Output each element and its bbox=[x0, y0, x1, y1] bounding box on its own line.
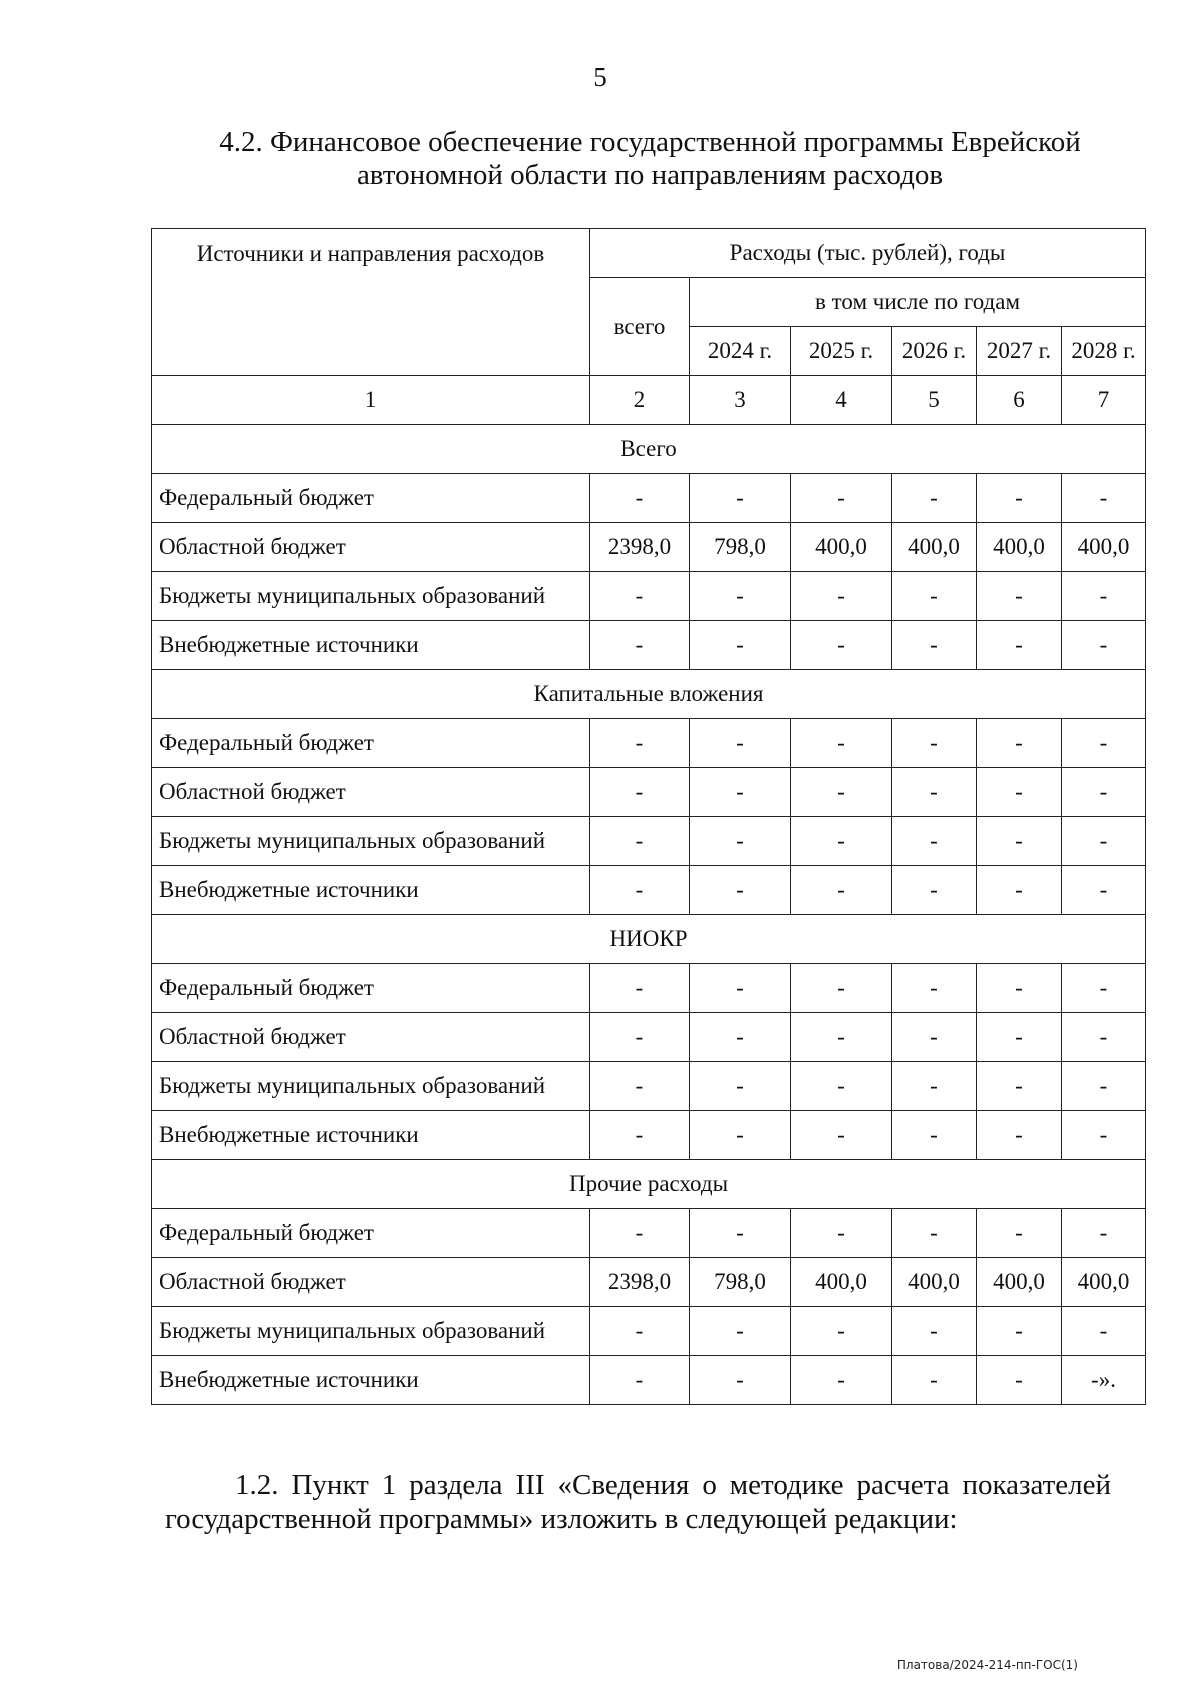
value-cell: - bbox=[690, 1209, 791, 1258]
value-cell: 2398,0 bbox=[590, 1258, 690, 1307]
value-cell: - bbox=[1062, 768, 1146, 817]
value-cell: - bbox=[690, 1062, 791, 1111]
value-cell: - bbox=[892, 1209, 977, 1258]
row-label: Бюджеты муниципальных образований bbox=[152, 572, 590, 621]
table-header bbox=[152, 229, 1146, 425]
value-cell: - bbox=[892, 768, 977, 817]
value-cell: - bbox=[690, 1013, 791, 1062]
value-cell: - bbox=[791, 768, 892, 817]
value-cell: - bbox=[690, 1307, 791, 1356]
value-cell: - bbox=[690, 1356, 791, 1405]
table-row bbox=[152, 1356, 1146, 1405]
row-label: Бюджеты муниципальных образований bbox=[152, 817, 590, 866]
row-label: Областной бюджет bbox=[152, 523, 590, 572]
value-cell: - bbox=[1062, 1307, 1146, 1356]
row-label: Внебюджетные источники bbox=[152, 1356, 590, 1405]
value-cell: - bbox=[590, 572, 690, 621]
value-cell: - bbox=[791, 474, 892, 523]
value-cell: - bbox=[977, 1111, 1062, 1160]
section-title-cell: Прочие расходы bbox=[152, 1160, 1146, 1209]
table-row bbox=[152, 719, 1146, 768]
row-label: Бюджеты муниципальных образований bbox=[152, 1307, 590, 1356]
value-cell: - bbox=[590, 474, 690, 523]
header-year-2024: 2024 г. bbox=[690, 327, 791, 376]
table-row bbox=[152, 572, 1146, 621]
value-cell: - bbox=[1062, 621, 1146, 670]
row-label: Областной бюджет bbox=[152, 768, 590, 817]
value-cell: - bbox=[1062, 817, 1146, 866]
column-number: 4 bbox=[791, 376, 892, 425]
column-number: 7 bbox=[1062, 376, 1146, 425]
value-cell: - bbox=[791, 1062, 892, 1111]
financing-table bbox=[151, 228, 1146, 1405]
section-row bbox=[152, 425, 1146, 474]
section-title-line-2: автономной области по направлениям расходов bbox=[356, 159, 944, 191]
amendment-paragraph: 1.2. Пункт 1 раздела III «Сведения о методике расчета показателей государственной программы» изложить в следующей редакции: bbox=[165, 1469, 1111, 1535]
value-cell: - bbox=[892, 474, 977, 523]
header-total: всего bbox=[590, 278, 690, 376]
value-cell: - bbox=[1062, 572, 1146, 621]
value-cell: - bbox=[977, 1209, 1062, 1258]
table-row bbox=[152, 523, 1146, 572]
value-cell: - bbox=[977, 474, 1062, 523]
table-row bbox=[152, 1209, 1146, 1258]
value-cell: - bbox=[590, 964, 690, 1013]
table-row bbox=[152, 964, 1146, 1013]
table-row bbox=[152, 621, 1146, 670]
value-cell: - bbox=[791, 719, 892, 768]
value-cell: - bbox=[590, 1013, 690, 1062]
value-cell: - bbox=[590, 817, 690, 866]
document-reference: Платова/2024-214-пп-ГОС(1) bbox=[896, 1658, 1078, 1672]
value-cell: - bbox=[977, 964, 1062, 1013]
header-year-2027: 2027 г. bbox=[977, 327, 1062, 376]
value-cell: - bbox=[1062, 1111, 1146, 1160]
value-cell: 2398,0 bbox=[590, 523, 690, 572]
value-cell: - bbox=[977, 1062, 1062, 1111]
value-cell: - bbox=[1062, 719, 1146, 768]
table-row bbox=[152, 817, 1146, 866]
row-label: Областной бюджет bbox=[152, 1258, 590, 1307]
value-cell: 400,0 bbox=[892, 523, 977, 572]
value-cell: - bbox=[892, 964, 977, 1013]
value-cell: - bbox=[791, 1356, 892, 1405]
value-cell: - bbox=[791, 1111, 892, 1160]
value-cell: 400,0 bbox=[892, 1258, 977, 1307]
value-cell: - bbox=[1062, 964, 1146, 1013]
header-year-2026: 2026 г. bbox=[892, 327, 977, 376]
section-row bbox=[152, 670, 1146, 719]
table-row bbox=[152, 1307, 1146, 1356]
column-numbers-row bbox=[152, 376, 1146, 425]
value-cell: - bbox=[590, 768, 690, 817]
value-cell: - bbox=[590, 866, 690, 915]
value-cell: - bbox=[1062, 866, 1146, 915]
value-cell: - bbox=[590, 1209, 690, 1258]
row-label: Федеральный бюджет bbox=[152, 719, 590, 768]
section-title-cell: Капитальные вложения bbox=[152, 670, 1146, 719]
section-title-cell: Всего bbox=[152, 425, 1146, 474]
value-cell: - bbox=[791, 866, 892, 915]
value-cell: - bbox=[1062, 1062, 1146, 1111]
table-row bbox=[152, 768, 1146, 817]
value-cell: - bbox=[1062, 1013, 1146, 1062]
header-sources: Источники и направления расходов bbox=[152, 229, 590, 376]
table-row bbox=[152, 474, 1146, 523]
value-cell: - bbox=[892, 866, 977, 915]
value-cell: - bbox=[690, 572, 791, 621]
table-row bbox=[152, 1258, 1146, 1307]
table-body bbox=[152, 425, 1146, 1405]
value-cell: - bbox=[892, 817, 977, 866]
value-cell: - bbox=[590, 1111, 690, 1160]
row-label: Федеральный бюджет bbox=[152, 474, 590, 523]
value-cell: - bbox=[590, 1356, 690, 1405]
column-number: 1 bbox=[152, 376, 590, 425]
row-label: Областной бюджет bbox=[152, 1013, 590, 1062]
value-cell: - bbox=[1062, 1209, 1146, 1258]
table-row bbox=[152, 1013, 1146, 1062]
row-label: Федеральный бюджет bbox=[152, 964, 590, 1013]
value-cell: - bbox=[977, 768, 1062, 817]
value-cell: - bbox=[791, 1209, 892, 1258]
value-cell: - bbox=[791, 1307, 892, 1356]
row-label: Внебюджетные источники bbox=[152, 1111, 590, 1160]
value-cell: - bbox=[892, 572, 977, 621]
value-cell: -». bbox=[1062, 1356, 1146, 1405]
value-cell: - bbox=[690, 621, 791, 670]
value-cell: - bbox=[690, 866, 791, 915]
header-year-2028: 2028 г. bbox=[1062, 327, 1146, 376]
value-cell: 400,0 bbox=[1062, 1258, 1146, 1307]
row-label: Внебюджетные источники bbox=[152, 621, 590, 670]
table-row bbox=[152, 866, 1146, 915]
section-title-line-1: 4.2. Финансовое обеспечение государственной программы Еврейской bbox=[219, 126, 1081, 158]
column-number: 3 bbox=[690, 376, 791, 425]
value-cell: - bbox=[977, 621, 1062, 670]
value-cell: 400,0 bbox=[977, 1258, 1062, 1307]
value-cell: - bbox=[690, 1111, 791, 1160]
value-cell: - bbox=[1062, 474, 1146, 523]
value-cell: - bbox=[690, 817, 791, 866]
value-cell: - bbox=[590, 1062, 690, 1111]
value-cell: 400,0 bbox=[791, 1258, 892, 1307]
value-cell: 400,0 bbox=[791, 523, 892, 572]
value-cell: - bbox=[590, 1307, 690, 1356]
row-label: Федеральный бюджет bbox=[152, 1209, 590, 1258]
header-expenses: Расходы (тыс. рублей), годы bbox=[590, 229, 1146, 278]
value-cell: - bbox=[791, 572, 892, 621]
section-title bbox=[150, 126, 1150, 192]
value-cell: - bbox=[690, 719, 791, 768]
value-cell: - bbox=[977, 719, 1062, 768]
page-number: 5 bbox=[593, 62, 607, 92]
value-cell: - bbox=[791, 817, 892, 866]
value-cell: 798,0 bbox=[690, 1258, 791, 1307]
value-cell: - bbox=[690, 964, 791, 1013]
row-label: Внебюджетные источники bbox=[152, 866, 590, 915]
value-cell: - bbox=[690, 474, 791, 523]
value-cell: - bbox=[977, 1013, 1062, 1062]
column-number: 6 bbox=[977, 376, 1062, 425]
value-cell: - bbox=[892, 621, 977, 670]
table-row bbox=[152, 1111, 1146, 1160]
value-cell: - bbox=[977, 1356, 1062, 1405]
value-cell: 400,0 bbox=[1062, 523, 1146, 572]
value-cell: - bbox=[690, 768, 791, 817]
value-cell: - bbox=[791, 964, 892, 1013]
value-cell: 798,0 bbox=[690, 523, 791, 572]
value-cell: - bbox=[892, 1013, 977, 1062]
header-year-2025: 2025 г. bbox=[791, 327, 892, 376]
value-cell: - bbox=[977, 817, 1062, 866]
value-cell: - bbox=[977, 866, 1062, 915]
value-cell: - bbox=[791, 1013, 892, 1062]
value-cell: - bbox=[892, 1111, 977, 1160]
value-cell: - bbox=[590, 621, 690, 670]
value-cell: - bbox=[892, 719, 977, 768]
column-number: 5 bbox=[892, 376, 977, 425]
value-cell: - bbox=[590, 719, 690, 768]
header-by-years: в том числе по годам bbox=[690, 278, 1146, 327]
row-label: Бюджеты муниципальных образований bbox=[152, 1062, 590, 1111]
value-cell: - bbox=[892, 1062, 977, 1111]
value-cell: - bbox=[791, 621, 892, 670]
table-row bbox=[152, 1062, 1146, 1111]
section-row bbox=[152, 915, 1146, 964]
value-cell: 400,0 bbox=[977, 523, 1062, 572]
section-title-cell: НИОКР bbox=[152, 915, 1146, 964]
value-cell: - bbox=[892, 1356, 977, 1405]
section-row bbox=[152, 1160, 1146, 1209]
value-cell: - bbox=[977, 572, 1062, 621]
value-cell: - bbox=[892, 1307, 977, 1356]
value-cell: - bbox=[977, 1307, 1062, 1356]
column-number: 2 bbox=[590, 376, 690, 425]
